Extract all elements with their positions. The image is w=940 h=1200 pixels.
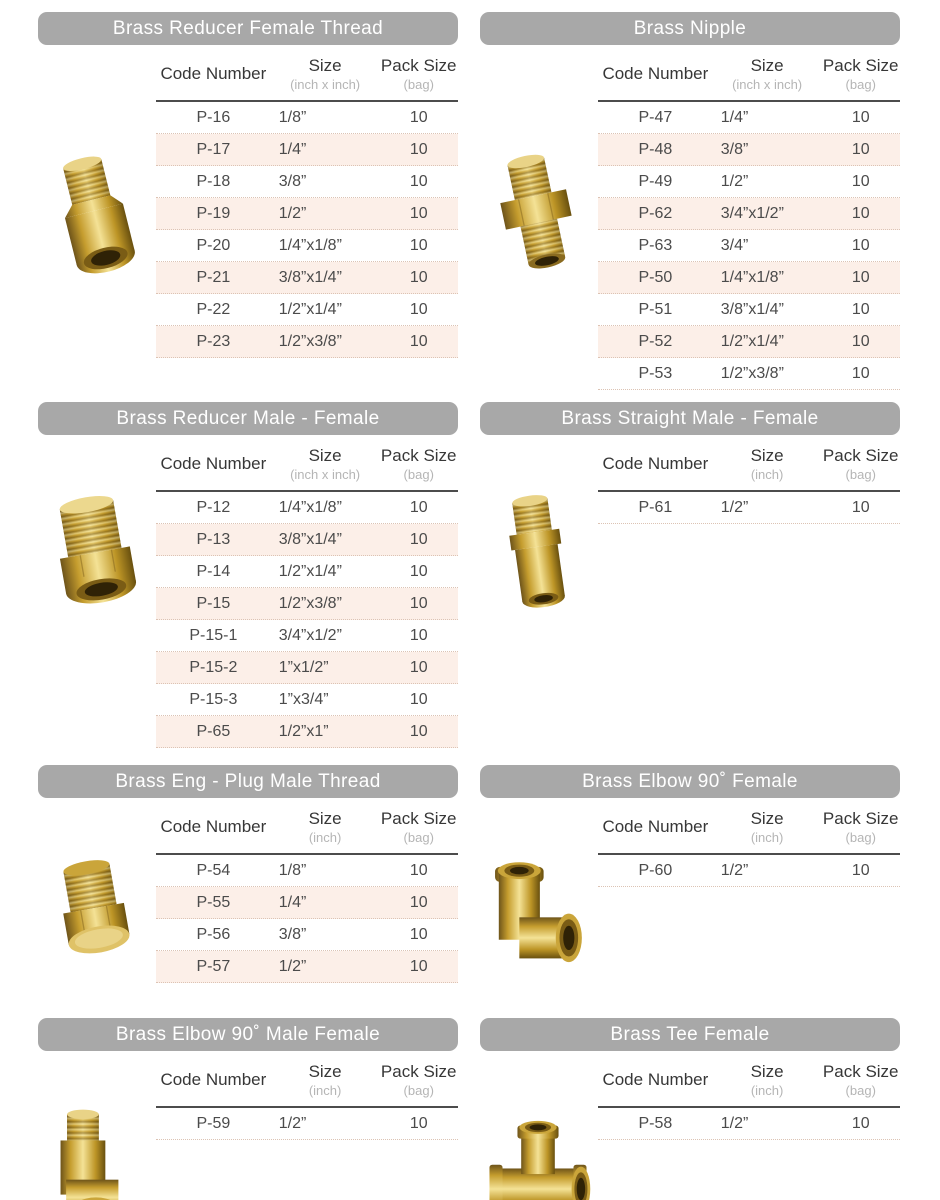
size-cell: 1/2” (720, 861, 749, 879)
section-content (480, 53, 900, 390)
pack-unit-label: (bag) (403, 77, 434, 92)
section-brass-elbow-90-male-female (38, 1018, 458, 1200)
code-cell: P-60 (638, 861, 673, 879)
code-cell: P-18 (196, 172, 231, 190)
code-cell: P-53 (638, 364, 673, 382)
table-header-row (156, 806, 458, 855)
code-cell: P-15 (196, 594, 231, 612)
size-cell: 1/4” (278, 893, 307, 911)
code-cell: P-52 (638, 332, 673, 350)
pack-cell: 10 (851, 300, 870, 318)
pack-unit-label: (bag) (403, 830, 434, 845)
table-row (598, 326, 900, 358)
table-body (156, 855, 458, 983)
code-number-header: Code Number (160, 1070, 267, 1089)
table-row (156, 492, 458, 524)
size-cell: 3/8” (278, 172, 307, 190)
pack-cell: 10 (409, 204, 428, 222)
pack-unit-label: (bag) (403, 467, 434, 482)
table-row (598, 855, 900, 887)
section-title: Brass Reducer Female Thread (112, 17, 384, 39)
pack-size-header: Pack Size (bag) (822, 1062, 899, 1098)
tee-female-fitting-icon (482, 1101, 594, 1200)
code-cell: P-21 (196, 268, 231, 286)
size-cell: 3/8” (720, 140, 749, 158)
size-header: Size (inch) (750, 809, 784, 845)
code-cell: P-22 (196, 300, 231, 318)
section-header-bar (480, 12, 900, 45)
table-row (156, 326, 458, 358)
pack-cell: 10 (409, 332, 428, 350)
table-body (156, 1108, 458, 1140)
pack-cell: 10 (409, 893, 428, 911)
pack-cell: 10 (409, 690, 428, 708)
section-brass-reducer-female-thread (38, 12, 458, 358)
section-title: Brass Elbow 90˚ Male Female (115, 1023, 381, 1045)
table-body (598, 102, 900, 390)
code-cell: P-14 (196, 562, 231, 580)
table-header-row (598, 443, 900, 492)
table-body (156, 492, 458, 748)
table-row (598, 134, 900, 166)
size-cell: 3/4” (720, 236, 749, 254)
pack-cell: 10 (409, 925, 428, 943)
code-cell: P-63 (638, 236, 673, 254)
pack-unit-label: (bag) (845, 77, 876, 92)
code-cell: P-62 (638, 204, 673, 222)
code-cell: P-51 (638, 300, 673, 318)
size-cell: 1/2”x1” (278, 722, 329, 740)
table-header-row (156, 53, 458, 102)
pack-cell: 10 (409, 722, 428, 740)
pack-cell: 10 (851, 1114, 870, 1132)
size-unit-label: (inch) (308, 1083, 342, 1098)
size-cell: 1/2” (278, 204, 307, 222)
pack-size-header: Pack Size (bag) (380, 56, 457, 92)
code-cell: P-65 (196, 722, 231, 740)
elbow-male-female-fitting-icon (40, 1101, 152, 1200)
table-row (156, 230, 458, 262)
table-row (156, 652, 458, 684)
size-cell: 1/8” (278, 861, 307, 879)
size-cell: 1/4” (278, 140, 307, 158)
code-number-header: Code Number (160, 817, 267, 836)
code-cell: P-61 (638, 498, 673, 516)
size-cell: 1”x3/4” (278, 690, 329, 708)
section-content (480, 806, 900, 1006)
size-cell: 1/4” (720, 108, 749, 126)
table-row (156, 588, 458, 620)
table-row (598, 198, 900, 230)
section-brass-tee-female (480, 1018, 900, 1200)
pack-cell: 10 (409, 626, 428, 644)
section-content (38, 1059, 458, 1200)
table-row (598, 262, 900, 294)
size-cell: 1”x1/2” (278, 658, 329, 676)
table-row (598, 294, 900, 326)
pack-size-header: Pack Size (bag) (822, 446, 899, 482)
code-cell: P-50 (638, 268, 673, 286)
size-cell: 1/2” (278, 1114, 307, 1132)
code-number-header: Code Number (602, 1070, 709, 1089)
table-row (156, 556, 458, 588)
pack-cell: 10 (409, 957, 428, 975)
pack-cell: 10 (851, 498, 870, 516)
size-cell: 1/2”x1/4” (278, 562, 342, 580)
size-cell: 1/2”x3/8” (278, 594, 342, 612)
table-row (156, 524, 458, 556)
table-row (156, 102, 458, 134)
pack-size-header: Pack Size (bag) (822, 56, 899, 92)
size-cell: 1/2”x3/8” (720, 364, 784, 382)
pack-cell: 10 (409, 1114, 428, 1132)
pack-cell: 10 (851, 332, 870, 350)
code-cell: P-15-1 (189, 626, 238, 644)
size-cell: 1/2”x1/4” (278, 300, 342, 318)
pack-size-header: Pack Size (bag) (380, 809, 457, 845)
size-cell: 3/4”x1/2” (720, 204, 784, 222)
table-row (598, 492, 900, 524)
pack-cell: 10 (409, 236, 428, 254)
table-row (156, 198, 458, 230)
size-cell: 1/8” (278, 108, 307, 126)
nipple-fitting-icon (482, 145, 594, 293)
size-cell: 3/4”x1/2” (278, 626, 342, 644)
pack-cell: 10 (409, 562, 428, 580)
size-cell: 3/8”x1/4” (278, 530, 342, 548)
section-title: Brass Tee Female (610, 1023, 770, 1045)
size-unit-label: (inch) (750, 467, 784, 482)
code-cell: P-59 (196, 1114, 231, 1132)
code-number-header: Code Number (602, 817, 709, 836)
straight-male-female-fitting-icon (482, 485, 594, 633)
table-row (156, 620, 458, 652)
code-cell: P-17 (196, 140, 231, 158)
section-header-bar (480, 402, 900, 435)
product-table (598, 443, 900, 524)
product-table (156, 53, 458, 358)
size-cell: 3/8” (278, 925, 307, 943)
table-row (156, 716, 458, 748)
table-row (156, 855, 458, 887)
table-header-row (598, 1059, 900, 1108)
code-number-header: Code Number (160, 64, 267, 83)
table-row (156, 684, 458, 716)
table-row (598, 166, 900, 198)
product-image (480, 848, 596, 1008)
product-image (480, 485, 596, 645)
pack-size-header: Pack Size (bag) (380, 446, 457, 482)
size-header: Size (inch) (750, 446, 784, 482)
table-body (598, 1108, 900, 1140)
section-title: Brass Straight Male - Female (561, 407, 819, 429)
product-image (480, 1101, 596, 1200)
section-content (38, 53, 458, 358)
size-cell: 1/4”x1/8” (278, 498, 342, 516)
section-header-bar (38, 1018, 458, 1051)
pack-cell: 10 (409, 268, 428, 286)
product-table (598, 806, 900, 887)
pack-cell: 10 (851, 108, 870, 126)
size-cell: 3/8”x1/4” (720, 300, 784, 318)
size-cell: 1/4”x1/8” (278, 236, 342, 254)
table-body (598, 492, 900, 524)
table-row (598, 230, 900, 262)
table-row (598, 358, 900, 390)
size-cell: 1/2”x3/8” (278, 332, 342, 350)
product-table (598, 53, 900, 390)
code-cell: P-48 (638, 140, 673, 158)
product-image (38, 1101, 154, 1200)
section-header-bar (38, 765, 458, 798)
product-image (480, 145, 596, 305)
table-row (156, 1108, 458, 1140)
code-cell: P-47 (638, 108, 673, 126)
code-cell: P-19 (196, 204, 231, 222)
size-header: Size (inch x inch) (290, 446, 361, 482)
size-header: Size (inch) (308, 1062, 342, 1098)
section-brass-reducer-male-female (38, 402, 458, 748)
product-table (156, 806, 458, 983)
table-header-row (156, 1059, 458, 1108)
code-cell: P-49 (638, 172, 673, 190)
section-brass-elbow-90-female (480, 765, 900, 1006)
section-title: Brass Reducer Male - Female (116, 407, 380, 429)
pack-cell: 10 (409, 530, 428, 548)
pack-cell: 10 (409, 498, 428, 516)
code-number-header: Code Number (160, 454, 267, 473)
size-unit-label: (inch x inch) (732, 77, 803, 92)
section-content (480, 443, 900, 643)
plug-fitting-icon (40, 848, 152, 996)
size-header: Size (inch) (308, 809, 342, 845)
code-cell: P-20 (196, 236, 231, 254)
table-row (598, 102, 900, 134)
pack-cell: 10 (409, 658, 428, 676)
code-cell: P-58 (638, 1114, 673, 1132)
section-content (480, 1059, 900, 1200)
code-cell: P-23 (196, 332, 231, 350)
size-cell: 1/4”x1/8” (720, 268, 784, 286)
table-row (156, 887, 458, 919)
pack-cell: 10 (851, 236, 870, 254)
pack-unit-label: (bag) (845, 830, 876, 845)
reducer-female-fitting-icon (40, 145, 152, 293)
section-title: Brass Nipple (633, 17, 747, 39)
size-cell: 1/2”x1/4” (720, 332, 784, 350)
product-image (38, 848, 154, 1008)
section-content (38, 443, 458, 748)
pack-unit-label: (bag) (403, 1083, 434, 1098)
table-header-row (598, 53, 900, 102)
size-cell: 1/2” (720, 172, 749, 190)
size-unit-label: (inch x inch) (290, 77, 361, 92)
product-image (38, 485, 154, 645)
pack-cell: 10 (409, 108, 428, 126)
pack-cell: 10 (851, 861, 870, 879)
code-cell: P-57 (196, 957, 231, 975)
table-row (156, 294, 458, 326)
pack-cell: 10 (851, 204, 870, 222)
code-cell: P-54 (196, 861, 231, 879)
code-cell: P-13 (196, 530, 231, 548)
pack-size-header: Pack Size (bag) (822, 809, 899, 845)
size-unit-label: (inch) (750, 830, 784, 845)
section-header-bar (38, 12, 458, 45)
table-row (156, 166, 458, 198)
product-table (156, 443, 458, 748)
code-number-header: Code Number (602, 454, 709, 473)
pack-cell: 10 (409, 300, 428, 318)
pack-unit-label: (bag) (845, 467, 876, 482)
table-header-row (156, 443, 458, 492)
product-table (156, 1059, 458, 1140)
table-body (156, 102, 458, 358)
pack-cell: 10 (409, 140, 428, 158)
product-table (598, 1059, 900, 1140)
pack-cell: 10 (409, 861, 428, 879)
elbow-female-fitting-icon (482, 848, 594, 996)
size-unit-label: (inch x inch) (290, 467, 361, 482)
pack-cell: 10 (851, 140, 870, 158)
size-header: Size (inch) (750, 1062, 784, 1098)
code-cell: P-15-2 (189, 658, 238, 676)
pack-cell: 10 (409, 594, 428, 612)
section-title: Brass Elbow 90˚ Female (582, 770, 798, 792)
size-unit-label: (inch) (750, 1083, 784, 1098)
table-row (156, 919, 458, 951)
size-cell: 1/2” (278, 957, 307, 975)
pack-size-header: Pack Size (bag) (380, 1062, 457, 1098)
pack-cell: 10 (851, 268, 870, 286)
table-row (156, 262, 458, 294)
pack-cell: 10 (409, 172, 428, 190)
product-image (38, 145, 154, 305)
section-header-bar (480, 1018, 900, 1051)
section-content (38, 806, 458, 1006)
code-cell: P-16 (196, 108, 231, 126)
section-title: Brass Eng - Plug Male Thread (115, 770, 381, 792)
section-header-bar (38, 402, 458, 435)
pack-unit-label: (bag) (845, 1083, 876, 1098)
pack-cell: 10 (851, 364, 870, 382)
table-row (156, 134, 458, 166)
size-header: Size (inch x inch) (732, 56, 803, 92)
code-cell: P-12 (196, 498, 231, 516)
pack-cell: 10 (851, 172, 870, 190)
table-body (598, 855, 900, 887)
code-cell: P-15-3 (189, 690, 238, 708)
code-number-header: Code Number (602, 64, 709, 83)
size-unit-label: (inch) (308, 830, 342, 845)
size-header: Size (inch x inch) (290, 56, 361, 92)
table-row (156, 951, 458, 983)
code-cell: P-55 (196, 893, 231, 911)
size-cell: 1/2” (720, 498, 749, 516)
table-header-row (598, 806, 900, 855)
section-brass-eng-plug-male-thread (38, 765, 458, 1006)
code-cell: P-56 (196, 925, 231, 943)
size-cell: 1/2” (720, 1114, 749, 1132)
table-row (598, 1108, 900, 1140)
reducer-male-female-fitting-icon (40, 485, 152, 633)
section-brass-straight-male-female (480, 402, 900, 643)
section-brass-nipple (480, 12, 900, 390)
section-header-bar (480, 765, 900, 798)
size-cell: 3/8”x1/4” (278, 268, 342, 286)
